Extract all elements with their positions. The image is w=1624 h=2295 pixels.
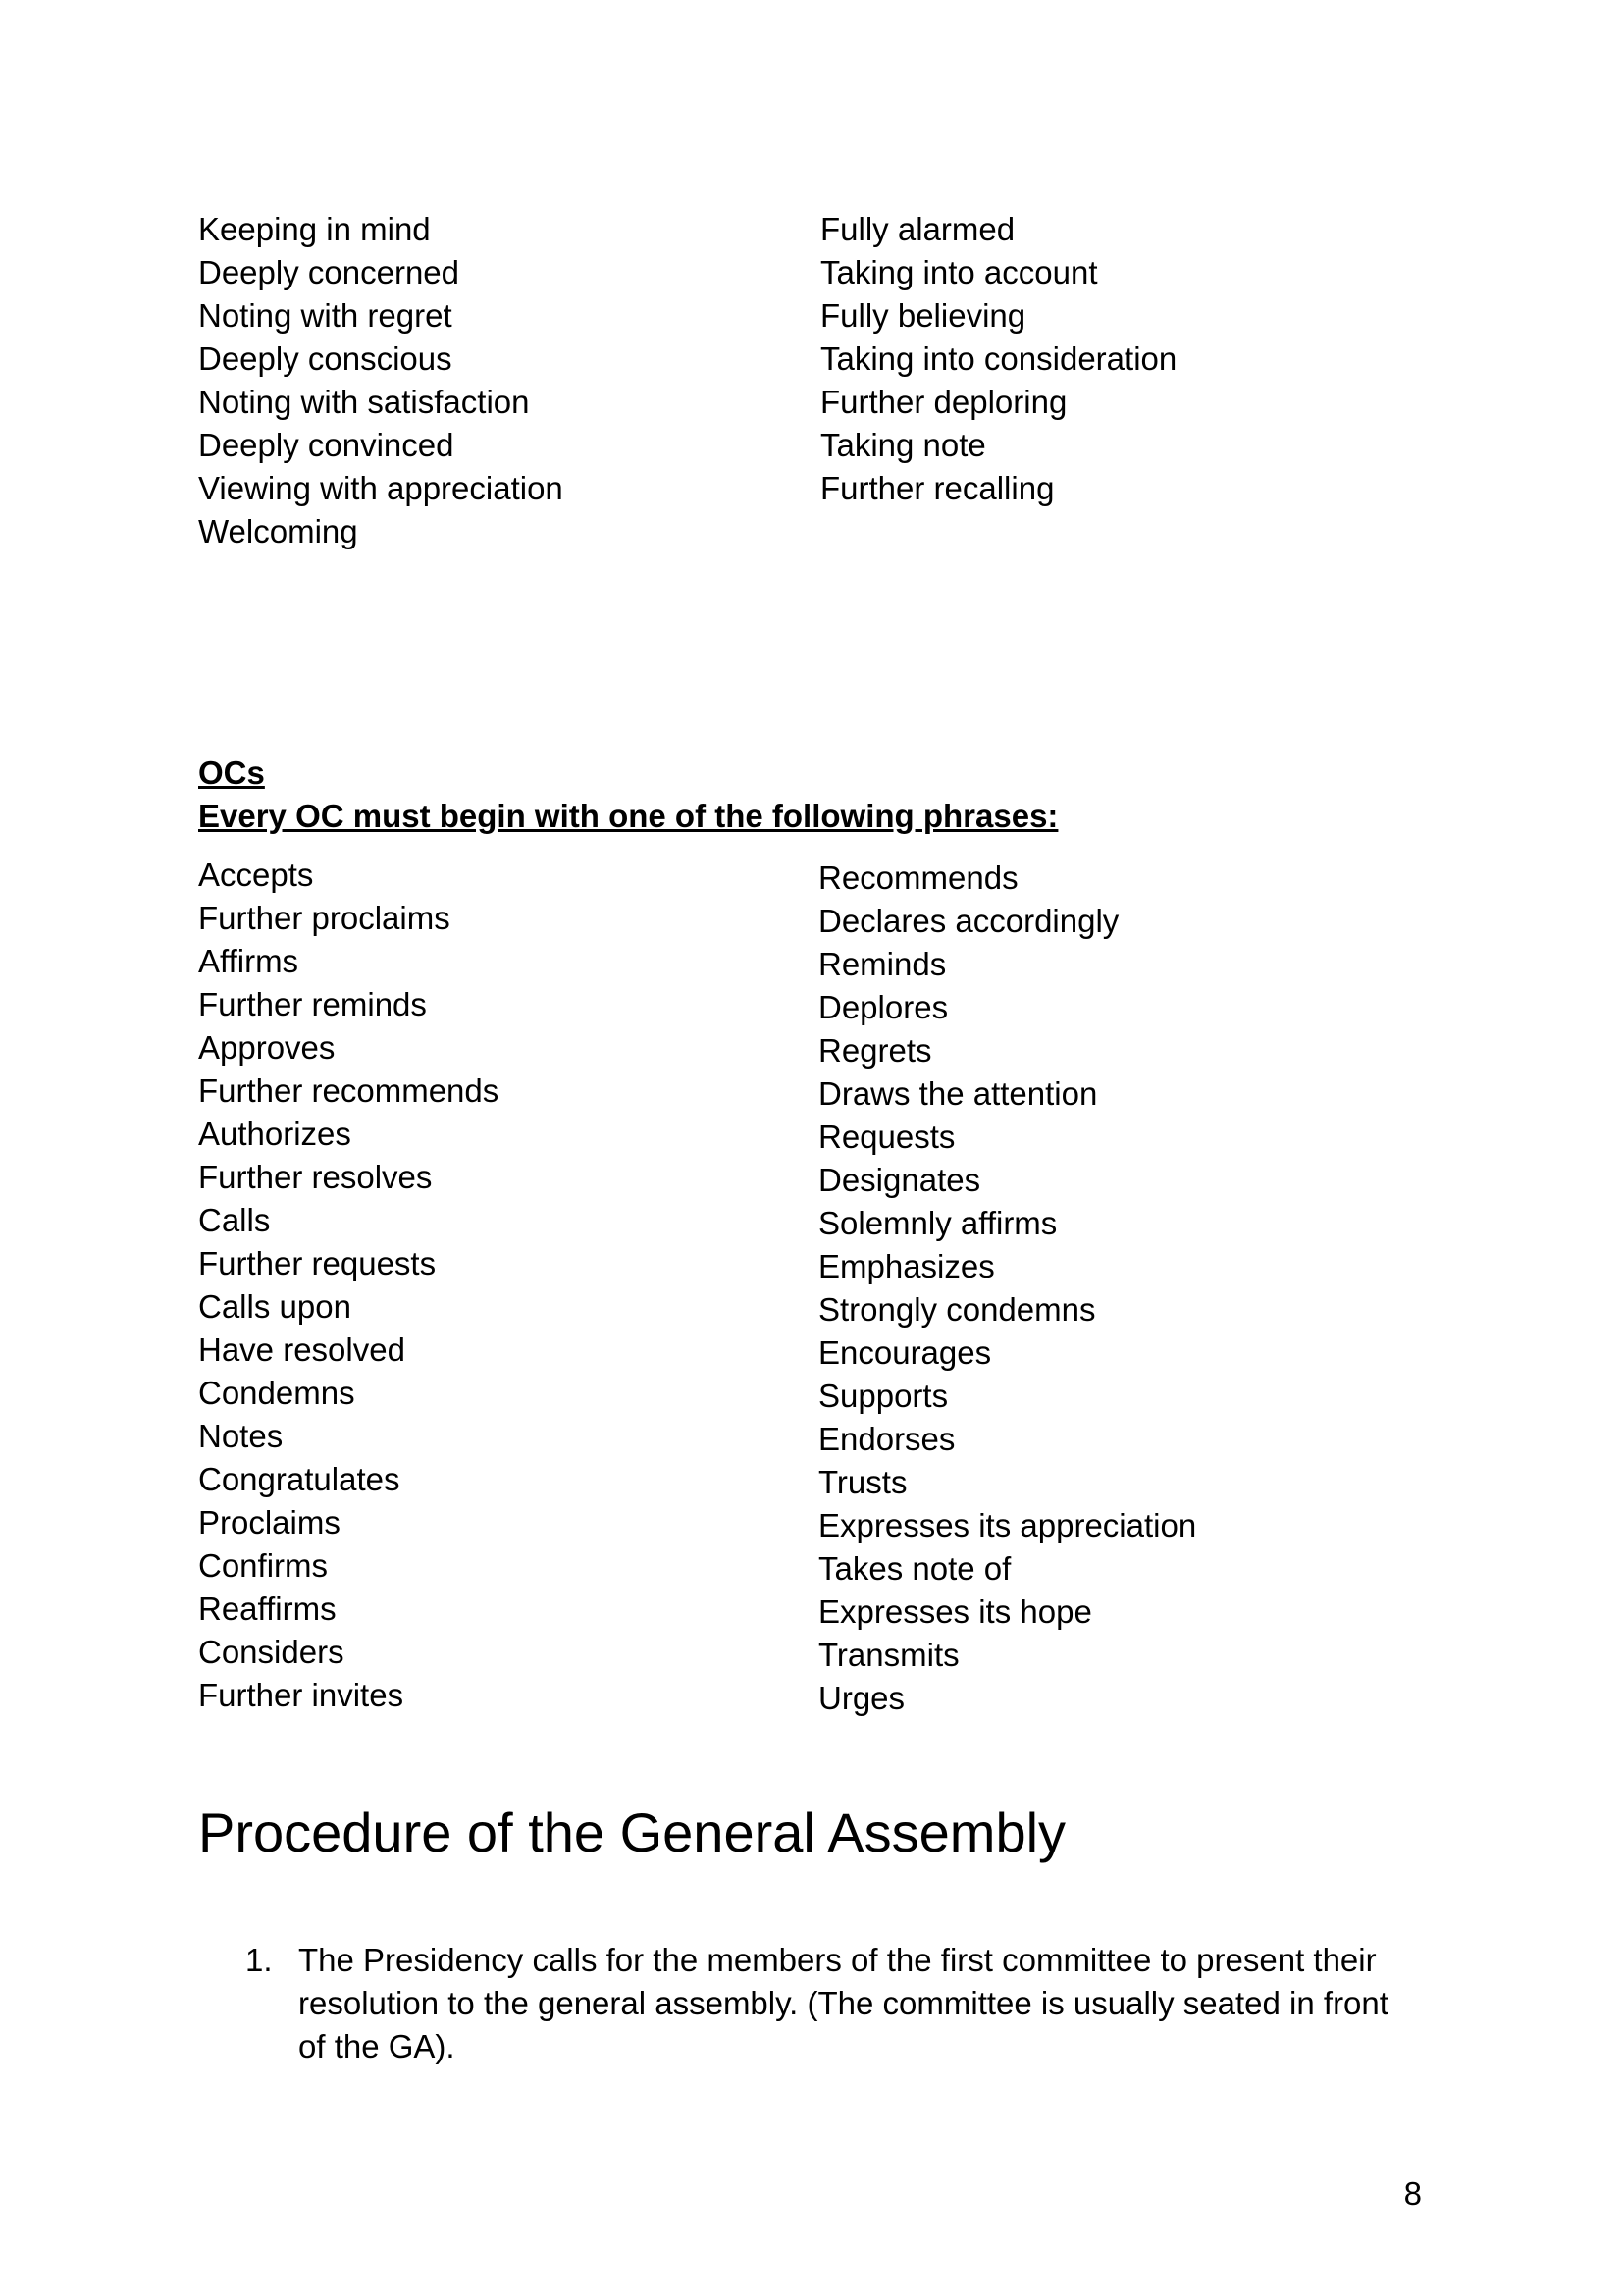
operative-phrase: Reminds [818,946,947,982]
procedure-step-number: 1. [245,1942,273,1978]
operative-phrase: Further recommends [198,1072,499,1109]
preambulatory-phrase: Taking into account [820,254,1098,290]
procedure-step [245,1939,1423,2068]
operative-phrase: Draws the attention [818,1075,1098,1112]
operative-phrase: Designates [818,1162,981,1198]
preambulatory-phrase: Fully believing [820,297,1026,334]
operative-phrase: Supports [818,1378,949,1414]
preambulatory-phrase: Deeply concerned [198,254,459,290]
preambulatory-phrase: Keeping in mind [198,211,431,247]
preambulatory-phrase: Further recalling [820,470,1055,506]
operative-phrase: Transmits [818,1637,960,1673]
oc-section-title: OCs [198,755,265,791]
preambulatory-phrase: Noting with satisfaction [198,384,530,420]
oc-instruction: Every OC must begin with one of the following phrases: [198,798,1059,834]
preambulatory-clauses-left [198,208,563,553]
operative-phrase: Endorses [818,1421,956,1457]
operative-phrase: Condemns [198,1375,355,1411]
operative-phrase: Declares accordingly [818,903,1120,939]
operative-phrase: Have resolved [198,1331,405,1368]
operative-phrase: Authorizes [198,1116,351,1152]
operative-phrase: Trusts [818,1464,908,1500]
preambulatory-phrase: Taking into consideration [820,340,1178,377]
operative-phrase: Further proclaims [198,900,450,936]
preambulatory-clauses-right [820,208,1177,510]
operative-phrase: Reaffirms [198,1591,337,1627]
operative-phrase: Takes note of [818,1550,1012,1587]
operative-phrase: Expresses its hope [818,1593,1092,1630]
operative-phrase: Regrets [818,1032,932,1069]
preambulatory-phrase: Fully alarmed [820,211,1016,247]
page-number: 8 [1403,2175,1422,2212]
operative-phrase: Considers [198,1634,344,1670]
preambulatory-phrase: Deeply conscious [198,340,452,377]
operative-phrase: Further requests [198,1245,437,1281]
preambulatory-phrase: Further deploring [820,384,1068,420]
operative-phrase: Approves [198,1029,336,1066]
operative-phrase: Notes [198,1418,284,1454]
operative-phrase: Urges [818,1680,906,1716]
operative-phrase: Calls upon [198,1288,351,1325]
operative-phrase: Recommends [818,860,1019,896]
operative-clauses-left [198,854,498,1717]
operative-phrase: Congratulates [198,1461,400,1497]
operative-phrase: Calls [198,1202,271,1238]
operative-phrase: Further resolves [198,1159,433,1195]
procedure-step-text: The Presidency calls for the members of the first committee to present their resolution to the general assembly. (The committee is usually seated in front of the GA). [298,1942,1388,2064]
operative-phrase: Requests [818,1119,956,1155]
operative-phrase: Affirms [198,943,299,979]
preambulatory-phrase: Viewing with appreciation [198,470,563,506]
procedure-list [245,1939,1423,2068]
operative-phrase: Strongly condemns [818,1291,1096,1328]
operative-phrase: Accepts [198,857,314,893]
operative-phrase: Emphasizes [818,1248,995,1284]
section-heading: Procedure of the General Assembly [198,1801,1067,1863]
operative-phrase: Proclaims [198,1504,341,1540]
operative-phrase: Expresses its appreciation [818,1507,1197,1543]
operative-phrase: Further invites [198,1677,404,1713]
preambulatory-phrase: Welcoming [198,513,358,549]
preambulatory-phrase: Deeply convinced [198,427,454,463]
operative-phrase: Encourages [818,1334,992,1371]
preambulatory-phrase: Taking note [820,427,986,463]
operative-phrase: Confirms [198,1547,329,1584]
preambulatory-phrase: Noting with regret [198,297,452,334]
operative-phrase: Further reminds [198,986,427,1022]
operative-clauses-right [818,857,1196,1720]
operative-phrase: Solemnly affirms [818,1205,1058,1241]
operative-phrase: Deplores [818,989,949,1025]
